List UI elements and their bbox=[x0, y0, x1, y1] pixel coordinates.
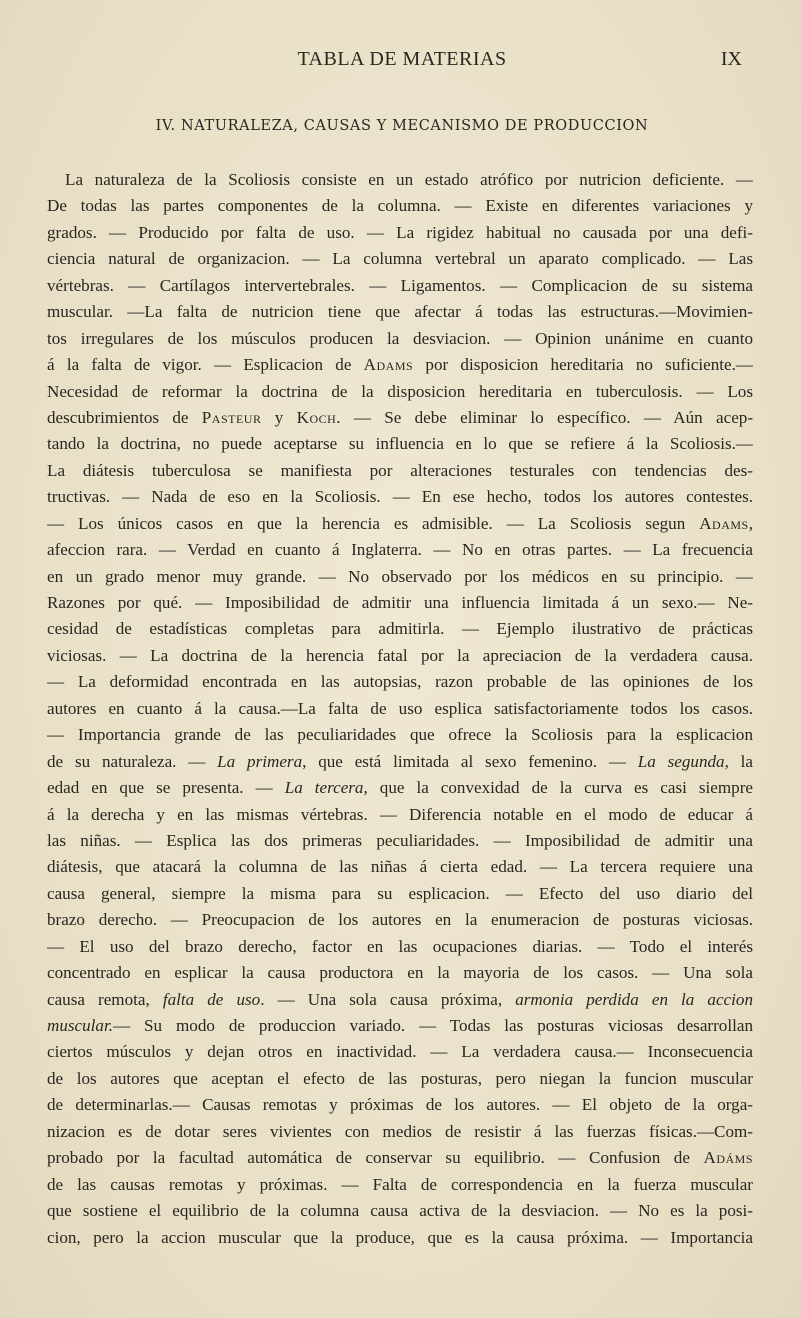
text-segment: . — Se debe eliminar lo específico. — Aún acep- bbox=[336, 407, 753, 427]
text-line: concentrado en esplicar la causa productora en la mayoria de los casos. — Una sola bbox=[47, 963, 753, 983]
text-line: de determinarlas.— Causas remotas y próximas de los autores. — El objeto de la orga- bbox=[47, 1095, 753, 1115]
text-line: vértebras. — Cartílagos intervertebrales. — Ligamentos. — Complicacion de su sistema bbox=[47, 275, 753, 295]
text-segment: — Los únicos casos en que la herencia es admisible. — La Scoliosis segun bbox=[47, 513, 700, 533]
running-title: TABLA DE MATERIAS bbox=[297, 48, 507, 70]
section-heading: IV. NATURALEZA, CAUSAS Y MECANISMO DE PRODUCCION bbox=[155, 118, 649, 134]
text-segment: á la falta de vigor. — Esplicacion de bbox=[47, 355, 364, 375]
text-line: autores en cuanto á la causa.—La falta de uso esplica satisfactoriamente todos los casos. bbox=[47, 698, 753, 718]
author-name: Pasteur bbox=[201, 407, 262, 427]
italic-term: La primera bbox=[217, 751, 303, 771]
text-line: diátesis, que atacará la columna de las niñas á cierta edad. — La tercera requiere una bbox=[47, 857, 753, 877]
text-line: las niñas. — Esplica las dos primeras peculiaridades. — Imposibilidad de admitir una bbox=[47, 830, 753, 850]
author-name: Adams bbox=[699, 513, 749, 533]
text-line: — La deformidad encontrada en las autopsias, razon probable de las opiniones de los bbox=[47, 672, 753, 692]
text-line: de las causas remotas y próximas. — Falta de correspondencia en la fuerza muscular bbox=[47, 1174, 753, 1194]
text-line: La diátesis tuberculosa se manifiesta por alteraciones testurales con tendencias des- bbox=[47, 460, 753, 480]
text-line bbox=[47, 352, 753, 378]
text-line bbox=[47, 749, 753, 775]
text-line: á la derecha y en las mismas vértebras. — Diferencia notable en el modo de educar á bbox=[47, 804, 753, 824]
text-segment: , que está limitada al sexo femenino. — bbox=[302, 751, 638, 771]
author-name: Koch bbox=[296, 407, 337, 427]
text-line: que sostiene el equilibrio de la columna causa activa de la desviacion. — No es la posi- bbox=[47, 1201, 753, 1221]
text-line: ciencia natural de organizacion. — La columna vertebral un aparato complicado. — Las bbox=[47, 249, 753, 269]
text-line: La naturaleza de la Scoliosis consiste en un estado atrófico por nutricion deficiente. — bbox=[65, 170, 753, 189]
text-line: de los autores que aceptan el efecto de las posturas, pero niegan la funcion muscular bbox=[47, 1068, 753, 1088]
text-line: cesidad de estadísticas completas para admitirla. — Ejemplo ilustrativo de prácticas bbox=[47, 619, 753, 639]
text-line: muscular. —La falta de nutricion tiene que afectar á todas las estructuras.—Movimien- bbox=[47, 302, 753, 322]
text-line: cion, pero la accion muscular que la produce, que es la causa próxima. — Importancia bbox=[47, 1227, 753, 1247]
text-line: viciosas. — La doctrina de la herencia fatal por la apreciacion de la verdadera causa. bbox=[47, 645, 753, 665]
text-line: grados. — Producido por falta de uso. — La rigidez habitual no causada por una defi- bbox=[47, 222, 753, 242]
text-segment: descubrimientos de bbox=[47, 407, 202, 427]
running-head bbox=[62, 48, 742, 76]
text-segment: , que la convexidad de la curva es casi siempre bbox=[363, 778, 753, 798]
text-line bbox=[47, 511, 753, 537]
text-line: De todas las partes componentes de la columna. — Existe en diferentes variaciones y bbox=[47, 196, 753, 216]
text-line bbox=[47, 1013, 753, 1039]
text-line: tructivas. — Nada de eso en la Scoliosis. — En ese hecho, todos los autores contestes. bbox=[47, 487, 753, 507]
text-line: tos irregulares de los músculos producen la desviacion. — Opinion unánime en cuanto bbox=[47, 328, 753, 348]
text-segment: . — Una sola causa próxima, bbox=[260, 989, 516, 1009]
text-segment: y bbox=[261, 407, 297, 427]
text-line: — El uso del brazo derecho, factor en las ocupaciones diarias. — Todo el interés bbox=[47, 936, 753, 956]
text-segment: edad en que se presenta. — bbox=[47, 778, 285, 798]
text-segment: por disposicion hereditaria no suficiente.— bbox=[413, 355, 753, 375]
text-line bbox=[47, 775, 753, 801]
text-line: Necesidad de reformar la doctrina de la disposicion hereditaria en tuberculosis. — Los bbox=[47, 381, 753, 401]
italic-term: falta de uso bbox=[162, 989, 261, 1009]
italic-term: La tercera bbox=[284, 778, 364, 798]
italic-term: muscular. bbox=[47, 1016, 114, 1035]
text-segment: — Su modo de produccion variado. — Todas las posturas viciosas desarrollan bbox=[113, 1016, 753, 1035]
text-line bbox=[47, 1145, 753, 1171]
text-line bbox=[47, 987, 753, 1013]
text-segment: , la bbox=[724, 751, 753, 771]
text-line: en un grado menor muy grande. — No observado por los médicos en su principio. — bbox=[47, 566, 753, 586]
text-segment: probado por la facultad automática de conservar su equilibrio. — Confusion de bbox=[47, 1148, 704, 1168]
text-line: brazo derecho. — Preocupacion de los autores en la enumeracion de posturas viciosas. bbox=[47, 910, 753, 930]
text-segment: de su naturaleza. — bbox=[47, 751, 218, 771]
italic-term: armonia perdida en la accion bbox=[515, 989, 753, 1009]
text-segment: , bbox=[748, 513, 753, 533]
page-number: IX bbox=[720, 48, 742, 70]
author-name: Adáms bbox=[703, 1148, 753, 1168]
author-name: Adams bbox=[363, 355, 414, 375]
text-line: tando la doctrina, no puede aceptarse su influencia en lo que se refiere á la Scoliosis.— bbox=[47, 434, 753, 454]
text-line: ciertos músculos y dejan otros en inactividad. — La verdadera causa.— Inconsecuencia bbox=[47, 1042, 753, 1062]
body-paragraph bbox=[47, 167, 753, 1251]
italic-term: La segunda bbox=[637, 751, 725, 771]
text-line: nizacion es de dotar seres vivientes con medios de resistir á las fuerzas físicas.—Com- bbox=[47, 1121, 753, 1141]
text-line: Razones por qué. — Imposibilidad de admitir una influencia limitada á un sexo.— Ne- bbox=[47, 593, 753, 612]
text-line: afeccion rara. — Verdad en cuanto á Inglaterra. — No en otras partes. — La frecuencia bbox=[47, 540, 753, 560]
text-line bbox=[47, 405, 753, 431]
text-line: causa general, siempre la misma para su esplicacion. — Efecto del uso diario del bbox=[47, 883, 753, 903]
text-line: — Importancia grande de las peculiaridades que ofrece la Scoliosis para la esplicacion bbox=[47, 725, 753, 745]
text-segment: causa remota, bbox=[47, 989, 163, 1009]
